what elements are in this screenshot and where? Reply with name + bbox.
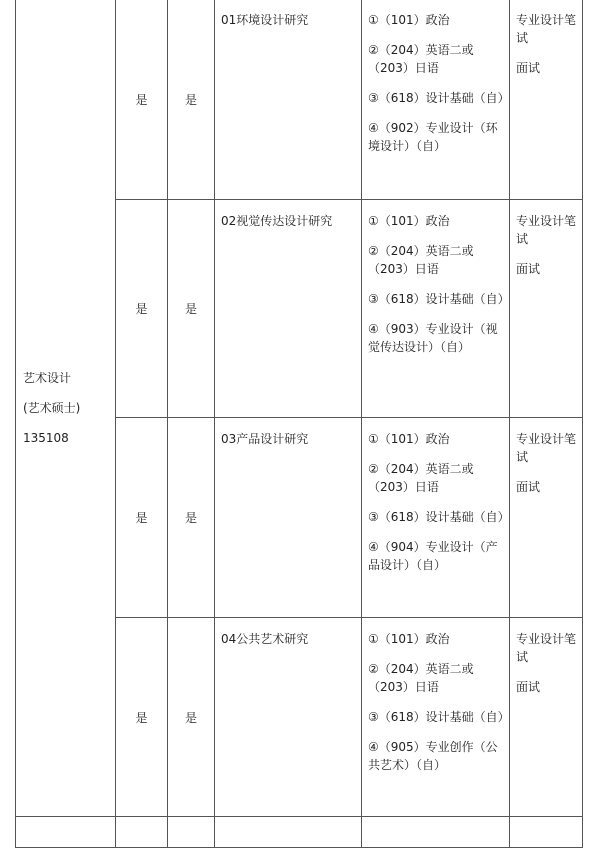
- table-cell: [510, 817, 583, 848]
- subject-item: ④（904）专业设计（产品设计）（自）: [368, 540, 498, 572]
- subject-item: ②（204）英语二或（203）日语: [368, 244, 474, 276]
- subject-item: ④（905）专业创作（公共艺术）（自）: [368, 740, 498, 772]
- subject-item: ③（618）设计基础（自）: [368, 91, 510, 105]
- table-cell: [116, 817, 168, 848]
- retest-item: 专业设计笔试: [516, 214, 577, 246]
- subject-item: ③（618）设计基础（自）: [368, 510, 510, 524]
- exam-subjects: [362, 618, 510, 817]
- retest-subjects: [510, 0, 583, 200]
- table-row: [16, 0, 583, 200]
- subject-item: ②（204）英语二或（203）日语: [368, 43, 474, 75]
- major-code: 135108: [23, 430, 69, 445]
- research-direction: 01环境设计研究: [215, 0, 362, 200]
- table-cell: [362, 817, 510, 848]
- research-direction: 02视觉传达设计研究: [215, 200, 362, 418]
- major-cell: [16, 0, 116, 817]
- subject-item: ④（902）专业设计（环境设计）（自）: [368, 121, 498, 153]
- research-direction: 03产品设计研究: [215, 418, 362, 618]
- subject-item: ①（101）政治: [368, 214, 450, 228]
- retest-item: 专业设计笔试: [516, 632, 577, 664]
- flag-cell-2: 是: [168, 0, 215, 200]
- subject-item: ②（204）英语二或（203）日语: [368, 462, 474, 494]
- exam-subjects: [362, 200, 510, 418]
- retest-subjects: [510, 618, 583, 817]
- exam-subjects: [362, 418, 510, 618]
- flag-cell-2: 是: [168, 418, 215, 618]
- retest-item: 专业设计笔试: [516, 432, 577, 464]
- retest-item: 面试: [516, 680, 541, 694]
- retest-subjects: [510, 418, 583, 618]
- table-cell: [215, 817, 362, 848]
- table-cell: [168, 817, 215, 848]
- major-type: (艺术硕士): [23, 400, 81, 415]
- retest-subjects: [510, 200, 583, 418]
- subject-item: ③（618）设计基础（自）: [368, 710, 510, 724]
- flag-cell-1: 是: [116, 200, 168, 418]
- flag-cell-2: 是: [168, 618, 215, 817]
- subject-item: ①（101）政治: [368, 632, 450, 646]
- major-name: 艺术设计: [23, 370, 72, 385]
- subject-item: ①（101）政治: [368, 432, 450, 446]
- retest-item: 面试: [516, 480, 541, 494]
- subject-item: ④（903）专业设计（视觉传达设计）（自）: [368, 322, 498, 354]
- subject-item: ③（618）设计基础（自）: [368, 292, 510, 306]
- exam-subjects: [362, 0, 510, 200]
- retest-item: 专业设计笔试: [516, 13, 577, 45]
- subject-item: ②（204）英语二或（203）日语: [368, 662, 474, 694]
- table-cell: [16, 817, 116, 848]
- flag-cell-1: 是: [116, 618, 168, 817]
- retest-item: 面试: [516, 61, 541, 75]
- admissions-table: [15, 0, 583, 848]
- subject-item: ①（101）政治: [368, 13, 450, 27]
- flag-cell-2: 是: [168, 200, 215, 418]
- table-row: [16, 817, 583, 848]
- research-direction: 04公共艺术研究: [215, 618, 362, 817]
- retest-item: 面试: [516, 262, 541, 276]
- flag-cell-1: 是: [116, 0, 168, 200]
- flag-cell-1: 是: [116, 418, 168, 618]
